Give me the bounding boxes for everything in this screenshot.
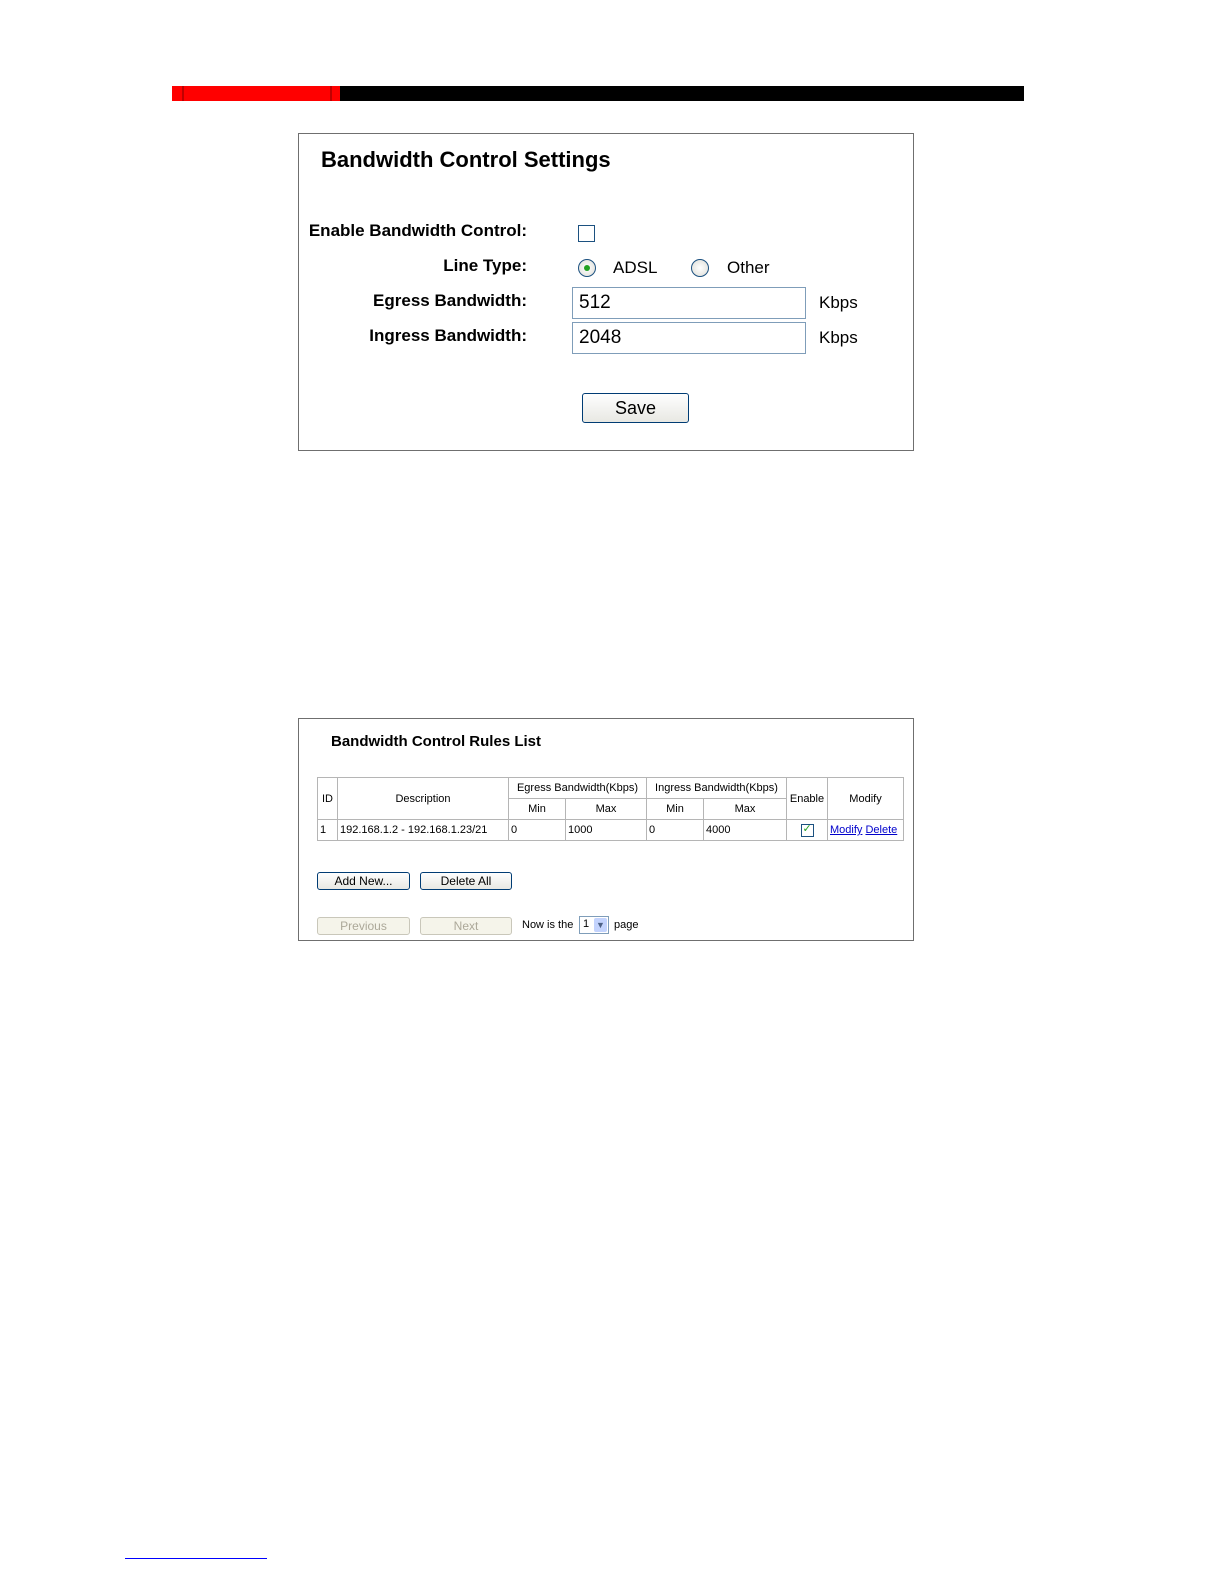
ingress-label: Ingress Bandwidth:	[369, 326, 527, 345]
col-egress-min-header: Min	[509, 799, 566, 820]
col-modify-header: Modify	[828, 778, 904, 820]
previous-button[interactable]: Previous	[317, 917, 410, 935]
col-description-header: Description	[338, 778, 509, 820]
add-new-button[interactable]: Add New...	[317, 872, 410, 890]
col-id-header: ID	[318, 778, 338, 820]
col-ingress-min-header: Min	[647, 799, 704, 820]
line-type-other-label: Other	[727, 258, 770, 277]
line-type-adsl-radio[interactable]	[578, 259, 596, 277]
line-type-label: Line Type:	[443, 256, 527, 275]
bandwidth-settings-panel	[298, 133, 914, 451]
table-header-row	[318, 778, 904, 799]
page-prefix: Now is the	[522, 919, 574, 931]
enable-bandwidth-checkbox[interactable]	[578, 225, 595, 242]
enable-label: Enable Bandwidth Control:	[308, 221, 527, 240]
delete-link[interactable]: Delete	[865, 824, 898, 836]
footer-divider	[125, 1558, 267, 1559]
cell-description: 192.168.1.2 - 192.168.1.23/21	[338, 820, 509, 841]
col-ingress-header: Ingress Bandwidth(Kbps)	[647, 778, 787, 799]
cell-egress-min: 0	[509, 820, 566, 841]
col-egress-header: Egress Bandwidth(Kbps)	[509, 778, 647, 799]
delete-all-button[interactable]: Delete All	[420, 872, 512, 890]
rules-table	[317, 777, 904, 841]
cell-id: 1	[318, 820, 338, 841]
rules-list-panel	[298, 718, 914, 941]
page-select-value: 1	[583, 918, 590, 930]
line-type-other-radio[interactable]	[691, 259, 709, 277]
header-bar-accent	[172, 86, 340, 101]
rule-enable-checkbox[interactable]	[801, 824, 814, 837]
chevron-down-icon: ▼	[594, 918, 607, 932]
save-button[interactable]: Save	[582, 393, 689, 423]
cell-modify	[828, 820, 904, 841]
line-type-adsl-label: ADSL	[613, 258, 658, 277]
egress-unit: Kbps	[819, 293, 858, 312]
settings-title: Bandwidth Control Settings	[321, 147, 611, 172]
table-row	[318, 820, 904, 841]
egress-label: Egress Bandwidth:	[373, 291, 527, 310]
page-select[interactable]	[579, 916, 609, 934]
cell-enable	[787, 820, 828, 841]
modify-link[interactable]: Modify	[830, 824, 863, 836]
ingress-unit: Kbps	[819, 328, 858, 347]
page-suffix: page	[614, 919, 639, 931]
cell-ingress-min: 0	[647, 820, 704, 841]
col-ingress-max-header: Max	[704, 799, 787, 820]
cell-ingress-max: 4000	[704, 820, 787, 841]
rules-title: Bandwidth Control Rules List	[331, 733, 541, 750]
cell-egress-max: 1000	[566, 820, 647, 841]
col-egress-max-header: Max	[566, 799, 647, 820]
ingress-bandwidth-input[interactable]	[572, 322, 806, 354]
col-enable-header: Enable	[787, 778, 828, 820]
egress-bandwidth-input[interactable]	[572, 287, 806, 319]
next-button[interactable]: Next	[420, 917, 512, 935]
